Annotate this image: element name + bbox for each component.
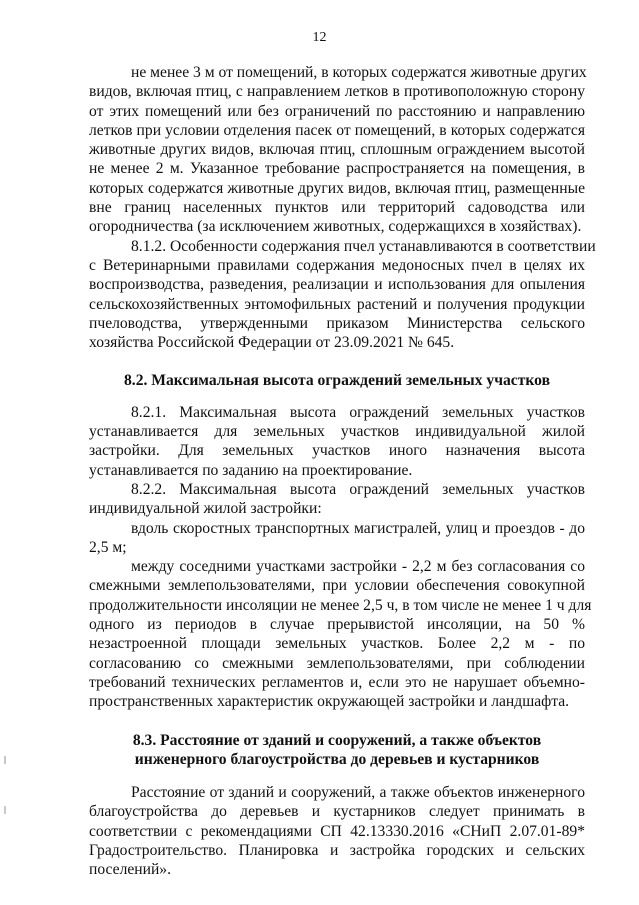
- text-line: требований технических регламентов и, если это не нарушает объемно-: [89, 673, 585, 691]
- text-line: 8.1.2. Особенности содержания пчел устанавливаются в соответствии: [131, 237, 596, 255]
- text-line: смежными землепользователями, при условии обеспечения совокупной: [89, 577, 585, 595]
- text-line: пространственных характеристик окружающей застройки и ландшафта.: [89, 693, 570, 711]
- text-line: животные других видов, включая птиц, сплошным ограждением высотой: [89, 141, 585, 159]
- text-line: одного из периодов в случае прерывистой инсоляции, на 50 %: [89, 616, 585, 634]
- paragraph-8-3: [89, 783, 585, 879]
- text-line: с Ветеринарными правилами содержания медоносных пчел в целях их: [89, 256, 585, 274]
- heading-line: 8.3. Расстояние от зданий и сооружений, а также объектов: [132, 731, 542, 749]
- text-line: видов, включая птиц, с направлением летков в противоположную сторону: [89, 83, 585, 101]
- paragraph-8-2-1: [89, 403, 585, 480]
- text-line: 2,5 м;: [89, 538, 127, 556]
- text-line: от этих помещений или без ограничений по расстоянию и направлению: [89, 102, 585, 120]
- paragraph-highways: [89, 519, 585, 558]
- text-line: продолжительности инсоляции не менее 2,5 ч, в том числе не менее 1 ч для: [89, 596, 592, 614]
- scan-edge-mark: [4, 756, 6, 764]
- text-line: Расстояние от зданий и сооружений, а также объектов инженерного: [131, 784, 585, 802]
- text-line: которых содержатся животные других видов, включая птиц, размещенные: [89, 179, 585, 197]
- text-line: летков при условии отделения пасек от помещений, в которых содержатся: [89, 121, 585, 139]
- text-line: не менее 3 м от помещений, в которых содержатся животные других: [131, 64, 587, 81]
- text-line: не менее 2 м. Указанное требование распространяется на помещения, в: [89, 160, 585, 178]
- section-heading-8-2: 8.2. Максимальная высота ограждений земельных участков: [124, 372, 550, 390]
- text-line: 8.2.2. Максимальная высота ограждений земельных участков: [131, 480, 585, 498]
- text-line: хозяйства Российской Федерации от 23.09.2021 № 645.: [89, 334, 455, 352]
- text-line: устанавливается по заданию на проектирование.: [89, 461, 413, 479]
- paragraph-8-1-2: [89, 237, 596, 353]
- paragraph-neighbours: [89, 557, 592, 711]
- page-number: 12: [312, 30, 327, 45]
- text-line: 8.2.1. Максимальная высота ограждений земельных участков: [131, 403, 585, 421]
- heading-line: инженерного благоустройства до деревьев и кустарников: [134, 750, 540, 768]
- text-line: пчеловодства, утвержденными приказом Министерства сельского: [89, 314, 585, 332]
- text-line: благоустройства до деревьев и кустарников следует принимать в: [89, 803, 585, 821]
- paragraph-pasek-distance: [89, 63, 585, 237]
- section-heading-8-3: [89, 731, 585, 770]
- text-line: Градостроительство. Планировка и застройка городских и сельских: [89, 841, 585, 859]
- text-line: между соседними участками застройки - 2,2 м без согласования со: [131, 558, 585, 576]
- text-line: сельскохозяйственных энтомофильных растений и получения продукции: [89, 295, 585, 313]
- text-line: соответствии с рекомендациями СП 42.13330.2016 «СНиП 2.07.01-89*: [89, 822, 585, 840]
- text-line: незастроенной площади земельных участков. Более 2,2 м - по: [89, 635, 585, 653]
- text-line: вне границ населенных пунктов или территорий садоводства или: [89, 199, 585, 217]
- paragraph-8-2-2: [89, 480, 585, 519]
- document-body: [89, 63, 596, 880]
- text-line: огородничества (за исключением животных, содержащихся в хозяйствах).: [89, 218, 582, 236]
- text-line: воспроизводства, разведения, реализации и использования для опыления: [89, 276, 585, 294]
- text-line: вдоль скоростных транспортных магистралей, улиц и проездов - до: [131, 519, 585, 537]
- text-line: поселений».: [89, 861, 171, 879]
- text-line: индивидуальной жилой застройки:: [89, 500, 322, 518]
- text-line: устанавливается для земельных участков индивидуальной жилой: [89, 423, 585, 441]
- text-line: застройки. Для земельных участков иного назначения высота: [89, 442, 585, 460]
- scan-edge-mark: [4, 806, 6, 814]
- text-line: согласованию со смежными землепользователями, при соблюдении: [89, 654, 585, 672]
